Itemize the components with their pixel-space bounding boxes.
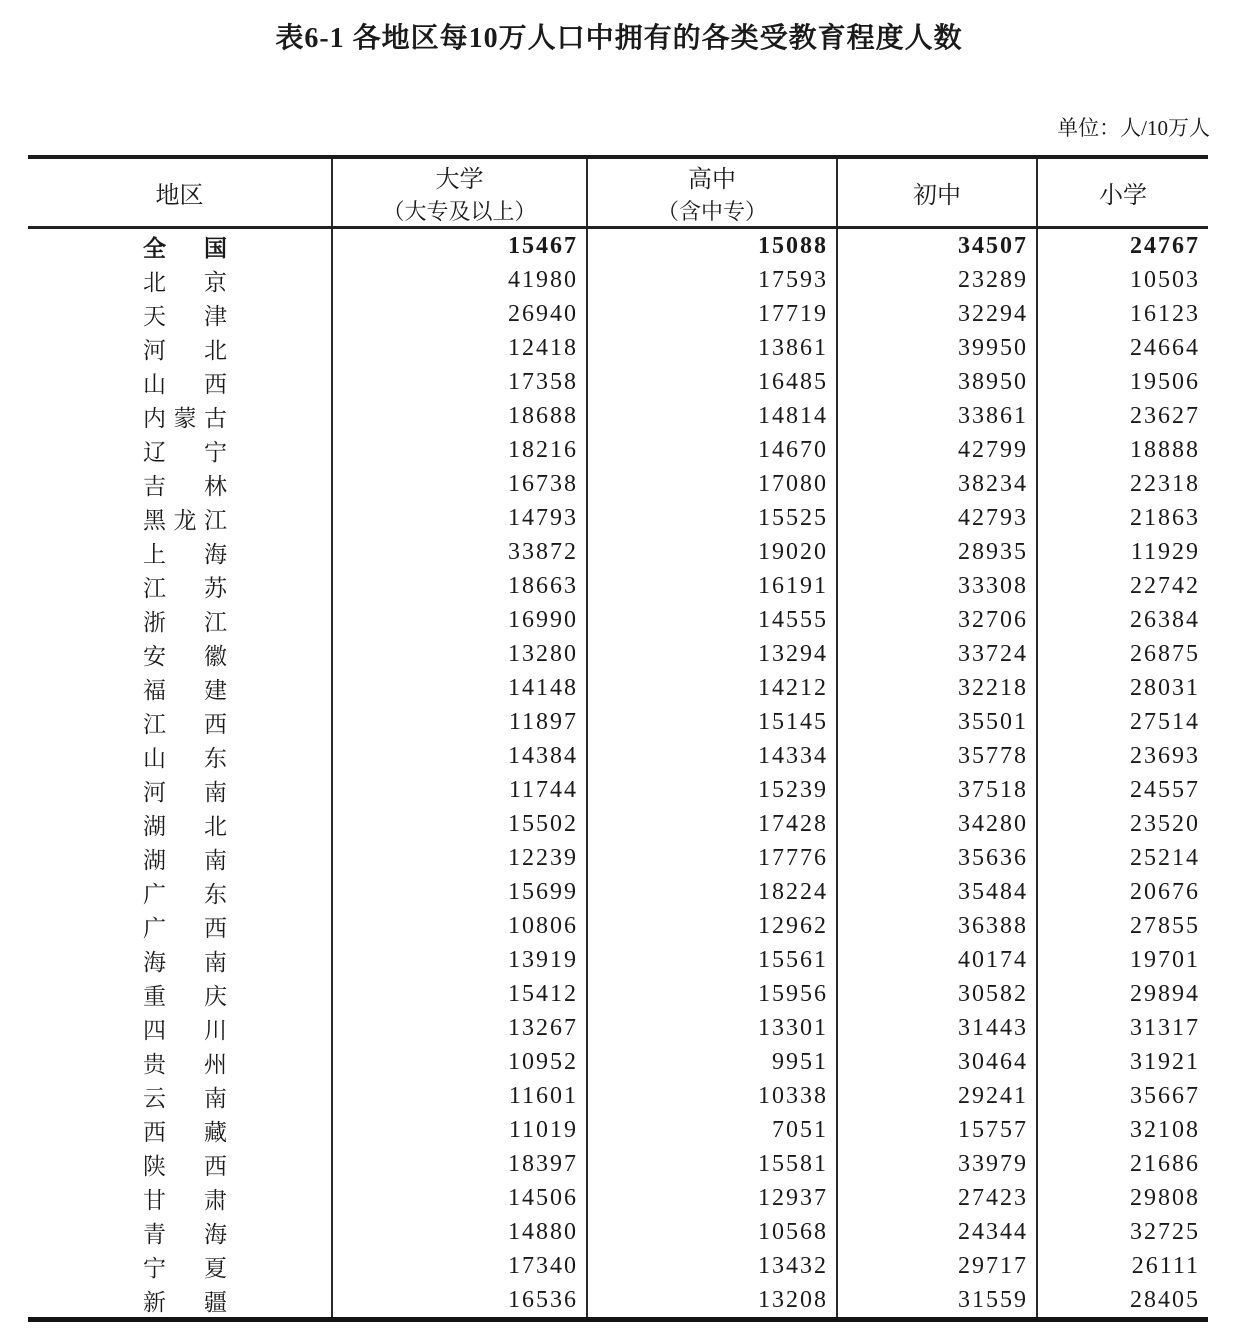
value-cell: 21686 [1130,1150,1200,1177]
table-row [28,535,1208,569]
region-cell [28,399,332,433]
value-cell: 23520 [1130,810,1200,837]
value-cell: 30464 [837,1045,1037,1079]
region-name: 辽 宁 [143,439,227,465]
value-cell: 14212 [587,671,837,705]
value-cell: 17340 [332,1249,587,1283]
value-cell: 40174 [837,943,1037,977]
value-cell: 10503 [1130,266,1200,293]
value-cell: 13861 [587,331,837,365]
value-cell: 10338 [587,1079,837,1113]
value-cell: 14670 [587,433,837,467]
value-cell: 35636 [837,841,1037,875]
value-cell: 16536 [332,1283,587,1320]
value-cell: 18888 [1130,436,1200,463]
value-cell: 29241 [837,1079,1037,1113]
region-name: 安 徽 [143,643,227,669]
value-cell: 18397 [332,1147,587,1181]
region-cell [28,1079,332,1113]
value-cell: 14880 [332,1215,587,1249]
region-name: 福 建 [143,677,227,703]
region-name: 西 藏 [143,1119,227,1145]
value-cell: 32725 [1130,1218,1200,1245]
table-row [28,467,1208,501]
value-cell: 31317 [1130,1014,1200,1041]
value-cell: 24344 [837,1215,1037,1249]
table-body [28,228,1208,1320]
table-row [28,1079,1208,1113]
value-cell: 15956 [587,977,837,1011]
value-cell: 35484 [837,875,1037,909]
table-row [28,603,1208,637]
value-cell: 14384 [332,739,587,773]
region-name: 陕 西 [143,1153,227,1179]
table-row [28,909,1208,943]
region-name: 重 庆 [143,983,227,1009]
value-cell: 21863 [1130,504,1200,531]
region-cell [28,671,332,705]
value-cell: 15467 [332,228,587,264]
value-cell: 14555 [587,603,837,637]
region-name: 湖 南 [143,847,227,873]
value-cell: 28031 [1130,674,1200,701]
value-cell: 27514 [1130,708,1200,735]
table-row [28,297,1208,331]
region-cell [28,331,332,365]
value-cell: 32218 [837,671,1037,705]
value-cell: 17428 [587,807,837,841]
table-row [28,943,1208,977]
value-cell: 19701 [1130,946,1200,973]
value-cell: 42799 [837,433,1037,467]
value-cell: 15088 [587,228,837,264]
value-cell: 15145 [587,705,837,739]
region-name: 广 西 [143,915,227,941]
value-cell: 17358 [332,365,587,399]
value-cell: 11744 [332,773,587,807]
table-row [28,331,1208,365]
table-row [28,1011,1208,1045]
value-cell: 34507 [837,228,1037,264]
value-cell: 18216 [332,433,587,467]
value-cell: 23289 [837,263,1037,297]
region-name: 山 西 [143,371,227,397]
value-cell: 32108 [1130,1116,1200,1143]
region-cell [28,228,332,264]
table-row [28,1181,1208,1215]
value-cell: 11601 [332,1079,587,1113]
value-cell: 19506 [1130,368,1200,395]
value-cell: 18224 [587,875,837,909]
value-cell: 17719 [587,297,837,331]
value-cell: 14814 [587,399,837,433]
table-row [28,399,1208,433]
region-cell [28,1045,332,1079]
value-cell: 15525 [587,501,837,535]
table-row [28,705,1208,739]
value-cell: 17593 [587,263,837,297]
value-cell: 13208 [587,1283,837,1320]
value-cell: 10952 [332,1045,587,1079]
column-header-primary [1037,157,1208,228]
value-cell: 12418 [332,331,587,365]
region-name: 甘 肃 [143,1187,227,1213]
value-cell: 14793 [332,501,587,535]
column-header-highschool [587,157,837,228]
value-cell: 31443 [837,1011,1037,1045]
header-row [28,157,1208,228]
value-cell: 12239 [332,841,587,875]
value-cell: 11019 [332,1113,587,1147]
value-cell: 12937 [587,1181,837,1215]
region-name: 宁 夏 [143,1255,227,1281]
region-name: 内 蒙 古 [143,405,227,431]
region-cell [28,875,332,909]
value-cell: 31921 [1130,1048,1200,1075]
value-cell: 13432 [587,1249,837,1283]
unit-note: 单位：人/10万人 [1057,116,1210,140]
value-cell: 7051 [587,1113,837,1147]
value-cell: 15561 [587,943,837,977]
region-cell [28,943,332,977]
region-cell [28,739,332,773]
region-cell [28,501,332,535]
value-cell: 9951 [587,1045,837,1079]
region-name: 江 苏 [143,575,227,601]
table-row [28,365,1208,399]
column-header-label: 高中 [688,167,736,193]
value-cell: 17080 [587,467,837,501]
region-cell [28,637,332,671]
value-cell: 12962 [587,909,837,943]
value-cell: 26875 [1130,640,1200,667]
value-cell: 32706 [837,603,1037,637]
value-cell: 33308 [837,569,1037,603]
region-name: 新 疆 [143,1289,227,1315]
value-cell: 23627 [1130,402,1200,429]
value-cell: 41980 [332,263,587,297]
value-cell: 42793 [837,501,1037,535]
value-cell: 15412 [332,977,587,1011]
region-cell [28,297,332,331]
column-header-sublabel: （大专及以上） [382,199,537,224]
value-cell: 22742 [1130,572,1200,599]
region-cell [28,535,332,569]
table-row [28,807,1208,841]
table-title: 表6-1 各地区每10万人口中拥有的各类受教育程度人数 [275,23,963,54]
value-cell: 15757 [837,1113,1037,1147]
value-cell: 35501 [837,705,1037,739]
value-cell: 23693 [1130,742,1200,769]
value-cell: 30582 [837,977,1037,1011]
value-cell: 26940 [332,297,587,331]
value-cell: 24767 [1130,232,1200,259]
value-cell: 33724 [837,637,1037,671]
value-cell: 31559 [837,1283,1037,1320]
region-name: 湖 北 [143,813,227,839]
table-row [28,1215,1208,1249]
value-cell: 16191 [587,569,837,603]
column-header-label: 地区 [155,183,204,209]
table-row [28,739,1208,773]
value-cell: 17776 [587,841,837,875]
value-cell: 14506 [332,1181,587,1215]
table-row [28,228,1208,264]
table-row [28,433,1208,467]
region-cell [28,263,332,297]
value-cell: 10568 [587,1215,837,1249]
value-cell: 15699 [332,875,587,909]
table-row [28,1283,1208,1320]
value-cell: 39950 [837,331,1037,365]
table-row [28,1147,1208,1181]
value-cell: 26111 [1131,1252,1200,1279]
region-name: 河 北 [143,337,227,363]
value-cell: 34280 [837,807,1037,841]
region-cell [28,977,332,1011]
region-cell [28,705,332,739]
table-row [28,841,1208,875]
value-cell: 20676 [1130,878,1200,905]
value-cell: 32294 [837,297,1037,331]
region-cell [28,603,332,637]
region-name: 广 东 [143,881,227,907]
value-cell: 24557 [1130,776,1200,803]
value-cell: 29808 [1130,1184,1200,1211]
table-row [28,1249,1208,1283]
value-cell: 35667 [1130,1082,1200,1109]
value-cell: 28935 [837,535,1037,569]
value-cell: 22318 [1130,470,1200,497]
region-name: 吉 林 [143,473,227,499]
region-name: 黑 龙 江 [143,507,227,533]
value-cell: 25214 [1130,844,1200,871]
column-header-university [332,157,587,228]
region-cell [28,1011,332,1045]
value-cell: 13919 [332,943,587,977]
value-cell: 18663 [332,569,587,603]
value-cell: 15502 [332,807,587,841]
value-cell: 27855 [1130,912,1200,939]
region-cell [28,1147,332,1181]
region-cell [28,1283,332,1320]
value-cell: 19020 [587,535,837,569]
value-cell: 33979 [837,1147,1037,1181]
region-name: 河 南 [143,779,227,805]
value-cell: 16990 [332,603,587,637]
region-name: 云 南 [143,1085,227,1111]
region-name: 青 海 [143,1221,227,1247]
value-cell: 27423 [837,1181,1037,1215]
column-header-sublabel: （含中专） [656,199,767,224]
value-cell: 38950 [837,365,1037,399]
value-cell: 13294 [587,637,837,671]
value-cell: 13301 [587,1011,837,1045]
table-row [28,1045,1208,1079]
region-cell [28,433,332,467]
value-cell: 29717 [837,1249,1037,1283]
region-name: 天 津 [143,303,227,329]
region-name: 海 南 [143,949,227,975]
column-header-label: 大学 [435,167,484,193]
value-cell: 10806 [332,909,587,943]
table-row [28,875,1208,909]
region-cell [28,1181,332,1215]
region-cell [28,569,332,603]
region-name: 上 海 [143,541,227,567]
value-cell: 29894 [1130,980,1200,1007]
region-cell [28,365,332,399]
region-name: 北 京 [143,269,227,295]
value-cell: 33861 [837,399,1037,433]
region-name: 山 东 [143,745,227,771]
value-cell: 15581 [587,1147,837,1181]
value-cell: 11929 [1130,538,1200,565]
region-name: 贵 州 [143,1051,227,1077]
region-cell [28,909,332,943]
region-cell [28,807,332,841]
value-cell: 26384 [1130,606,1200,633]
value-cell: 18688 [332,399,587,433]
region-cell [28,467,332,501]
education-statistics-table [28,155,1208,1322]
value-cell: 38234 [837,467,1037,501]
value-cell: 16738 [332,467,587,501]
value-cell: 24664 [1130,334,1200,361]
region-cell [28,1249,332,1283]
column-header-label: 小学 [1099,183,1147,209]
value-cell: 28405 [1130,1286,1200,1313]
column-header-region [28,157,332,228]
region-name: 全 国 [143,235,227,261]
value-cell: 16485 [587,365,837,399]
value-cell: 13267 [332,1011,587,1045]
value-cell: 13280 [332,637,587,671]
value-cell: 11897 [332,705,587,739]
region-cell [28,841,332,875]
value-cell: 33872 [332,535,587,569]
table-row [28,569,1208,603]
table-row [28,637,1208,671]
value-cell: 36388 [837,909,1037,943]
region-name: 四 川 [143,1017,227,1043]
column-header-label: 初中 [913,183,961,209]
table-row [28,977,1208,1011]
table-row [28,1113,1208,1147]
value-cell: 14334 [587,739,837,773]
region-name: 浙 江 [143,609,227,635]
value-cell: 35778 [837,739,1037,773]
column-header-juniorhigh [837,157,1037,228]
table-row [28,671,1208,705]
region-name: 江 西 [143,711,227,737]
value-cell: 37518 [837,773,1037,807]
table-row [28,263,1208,297]
value-cell: 16123 [1130,300,1200,327]
region-cell [28,773,332,807]
value-cell: 15239 [587,773,837,807]
region-cell [28,1215,332,1249]
table-row [28,773,1208,807]
region-cell [28,1113,332,1147]
value-cell: 14148 [332,671,587,705]
table-row [28,501,1208,535]
